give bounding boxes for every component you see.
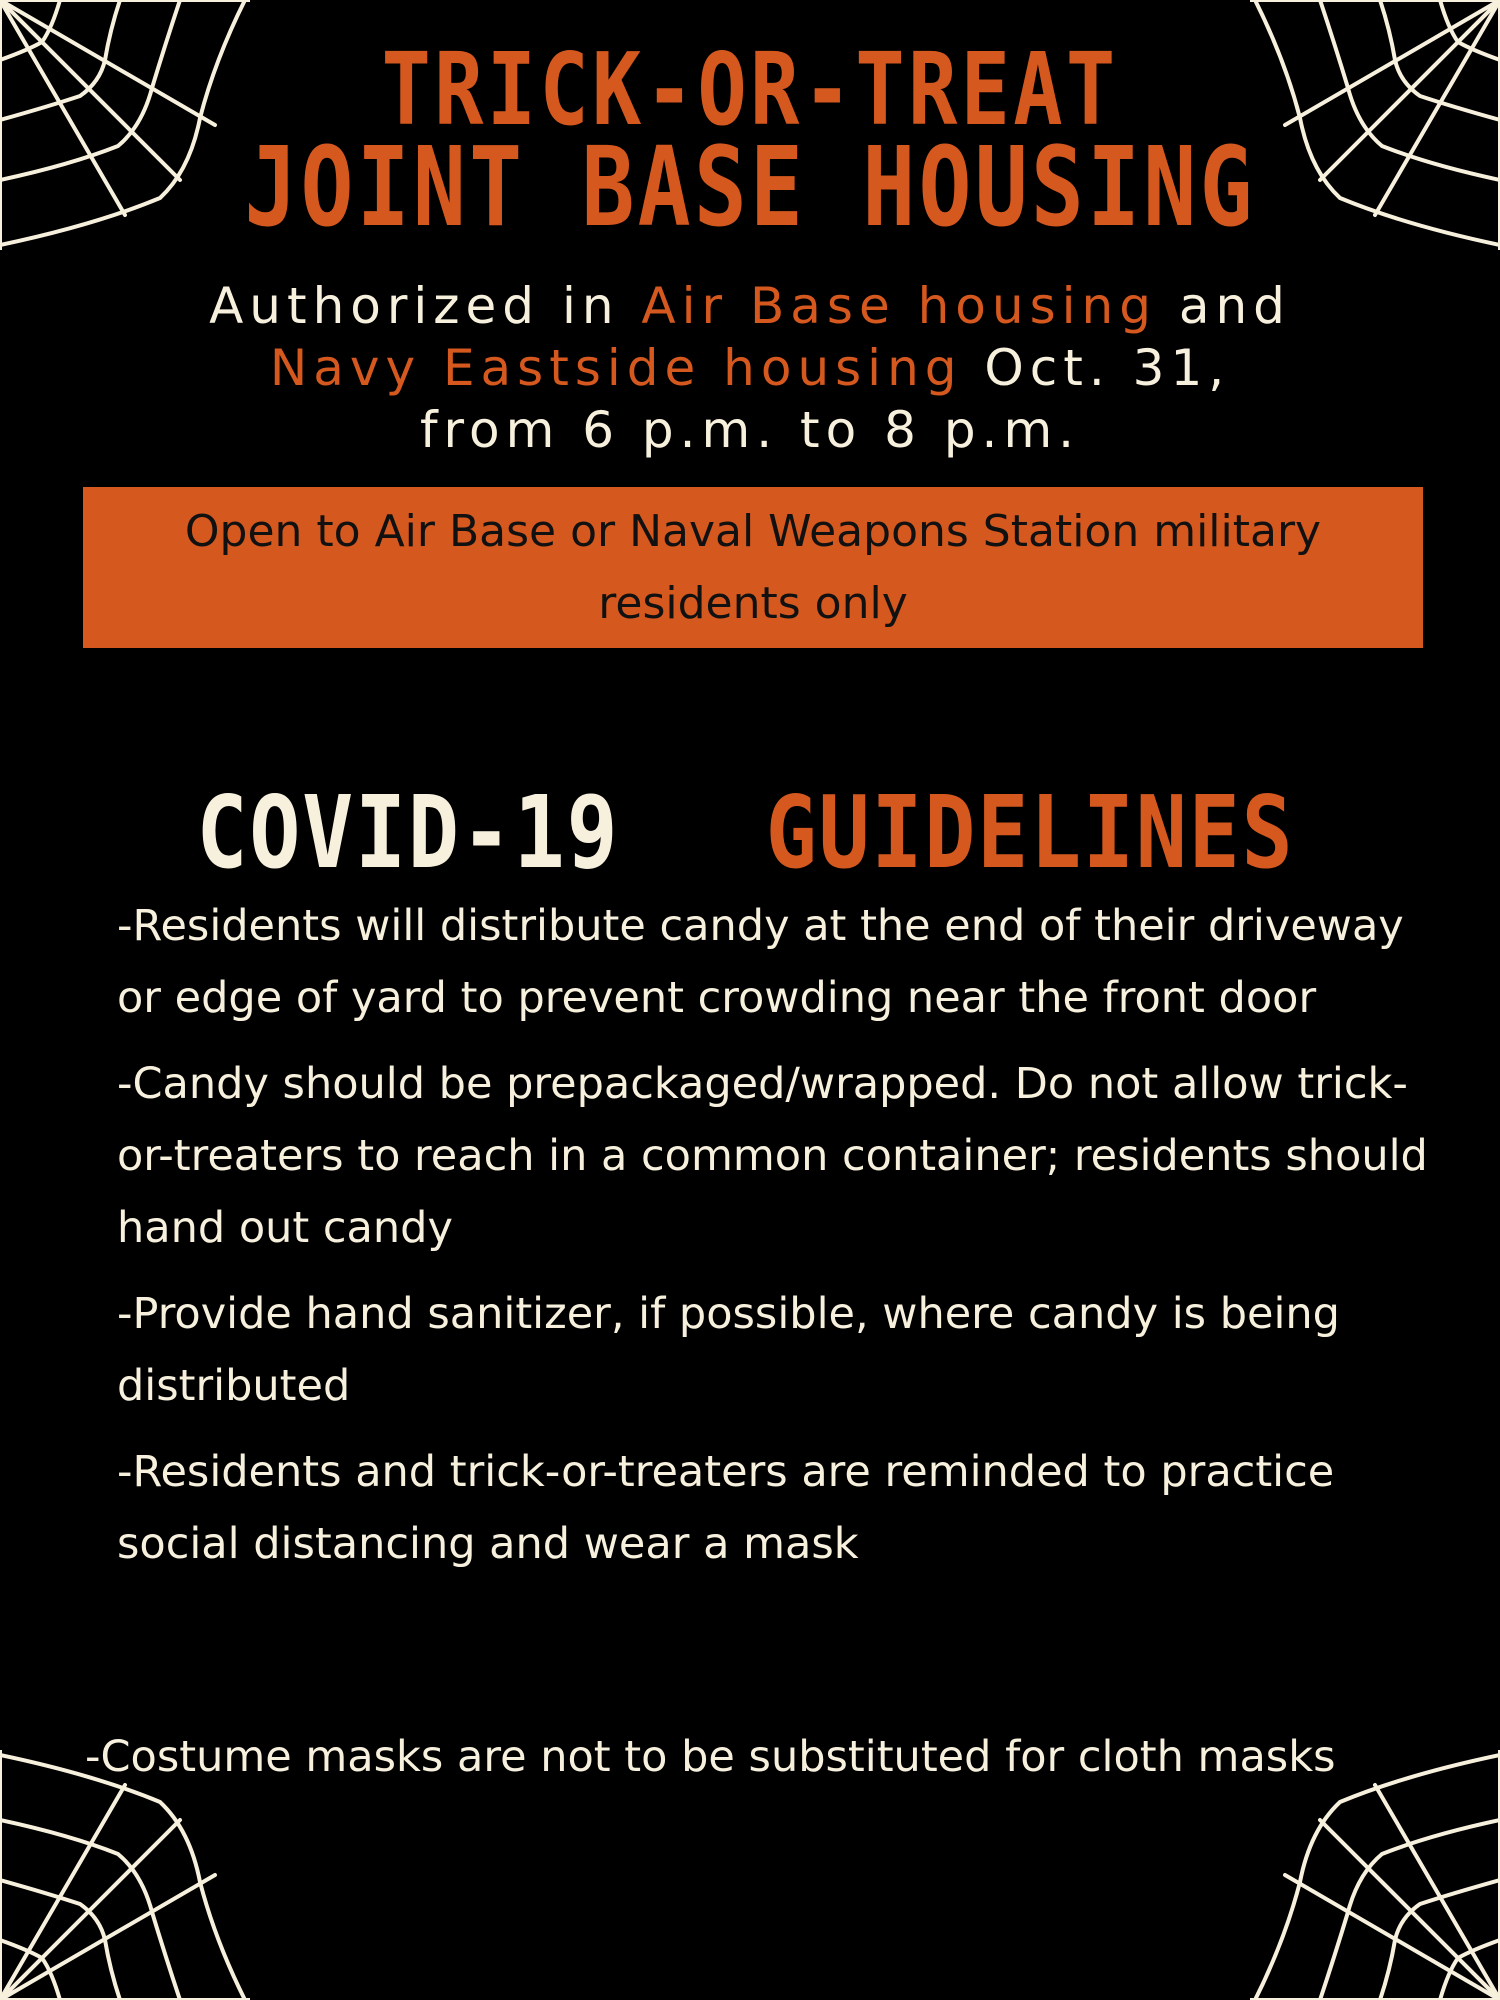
list-item: -Provide hand sanitizer, if possible, where candy is being distributed: [117, 1289, 1340, 1411]
residents-only-banner: [83, 487, 1423, 648]
authorized-time: from 6 p.m. to 8 p.m.: [419, 401, 1081, 459]
covid-heading-part1: COVID-19: [196, 774, 620, 891]
banner-text: Open to Air Base or Naval Weapons Station military residents only: [184, 505, 1322, 629]
list-item-last: -Costume masks are not to be substituted for cloth masks: [85, 1732, 1336, 1782]
guidelines-list: [117, 890, 1447, 1594]
covid-heading-part2: GUIDELINES: [765, 774, 1295, 891]
navy-eastside-housing-highlight: Navy Eastside housing: [269, 339, 963, 397]
list-item: -Residents and trick-or-treaters are reminded to practice social distancing and wear a mask: [117, 1447, 1335, 1569]
title-line-2: JOINT BASE HOUSING: [244, 123, 1256, 251]
authorized-date: Oct. 31,: [962, 339, 1231, 397]
covid-guidelines-heading: [0, 774, 1500, 891]
authorized-text: Authorized in: [209, 277, 642, 335]
title-line-1: TRICK-OR-TREAT: [381, 31, 1119, 148]
authorized-and: and: [1156, 277, 1291, 335]
list-item: -Candy should be prepackaged/wrapped. Do not allow trick-or-treaters to reach in a common container; residents should hand out candy: [117, 1059, 1428, 1253]
authorized-info: [0, 275, 1500, 461]
air-base-housing-highlight: Air Base housing: [641, 277, 1157, 335]
list-item: -Residents will distribute candy at the end of their driveway or edge of yard to prevent crowding near the front door: [117, 901, 1404, 1023]
